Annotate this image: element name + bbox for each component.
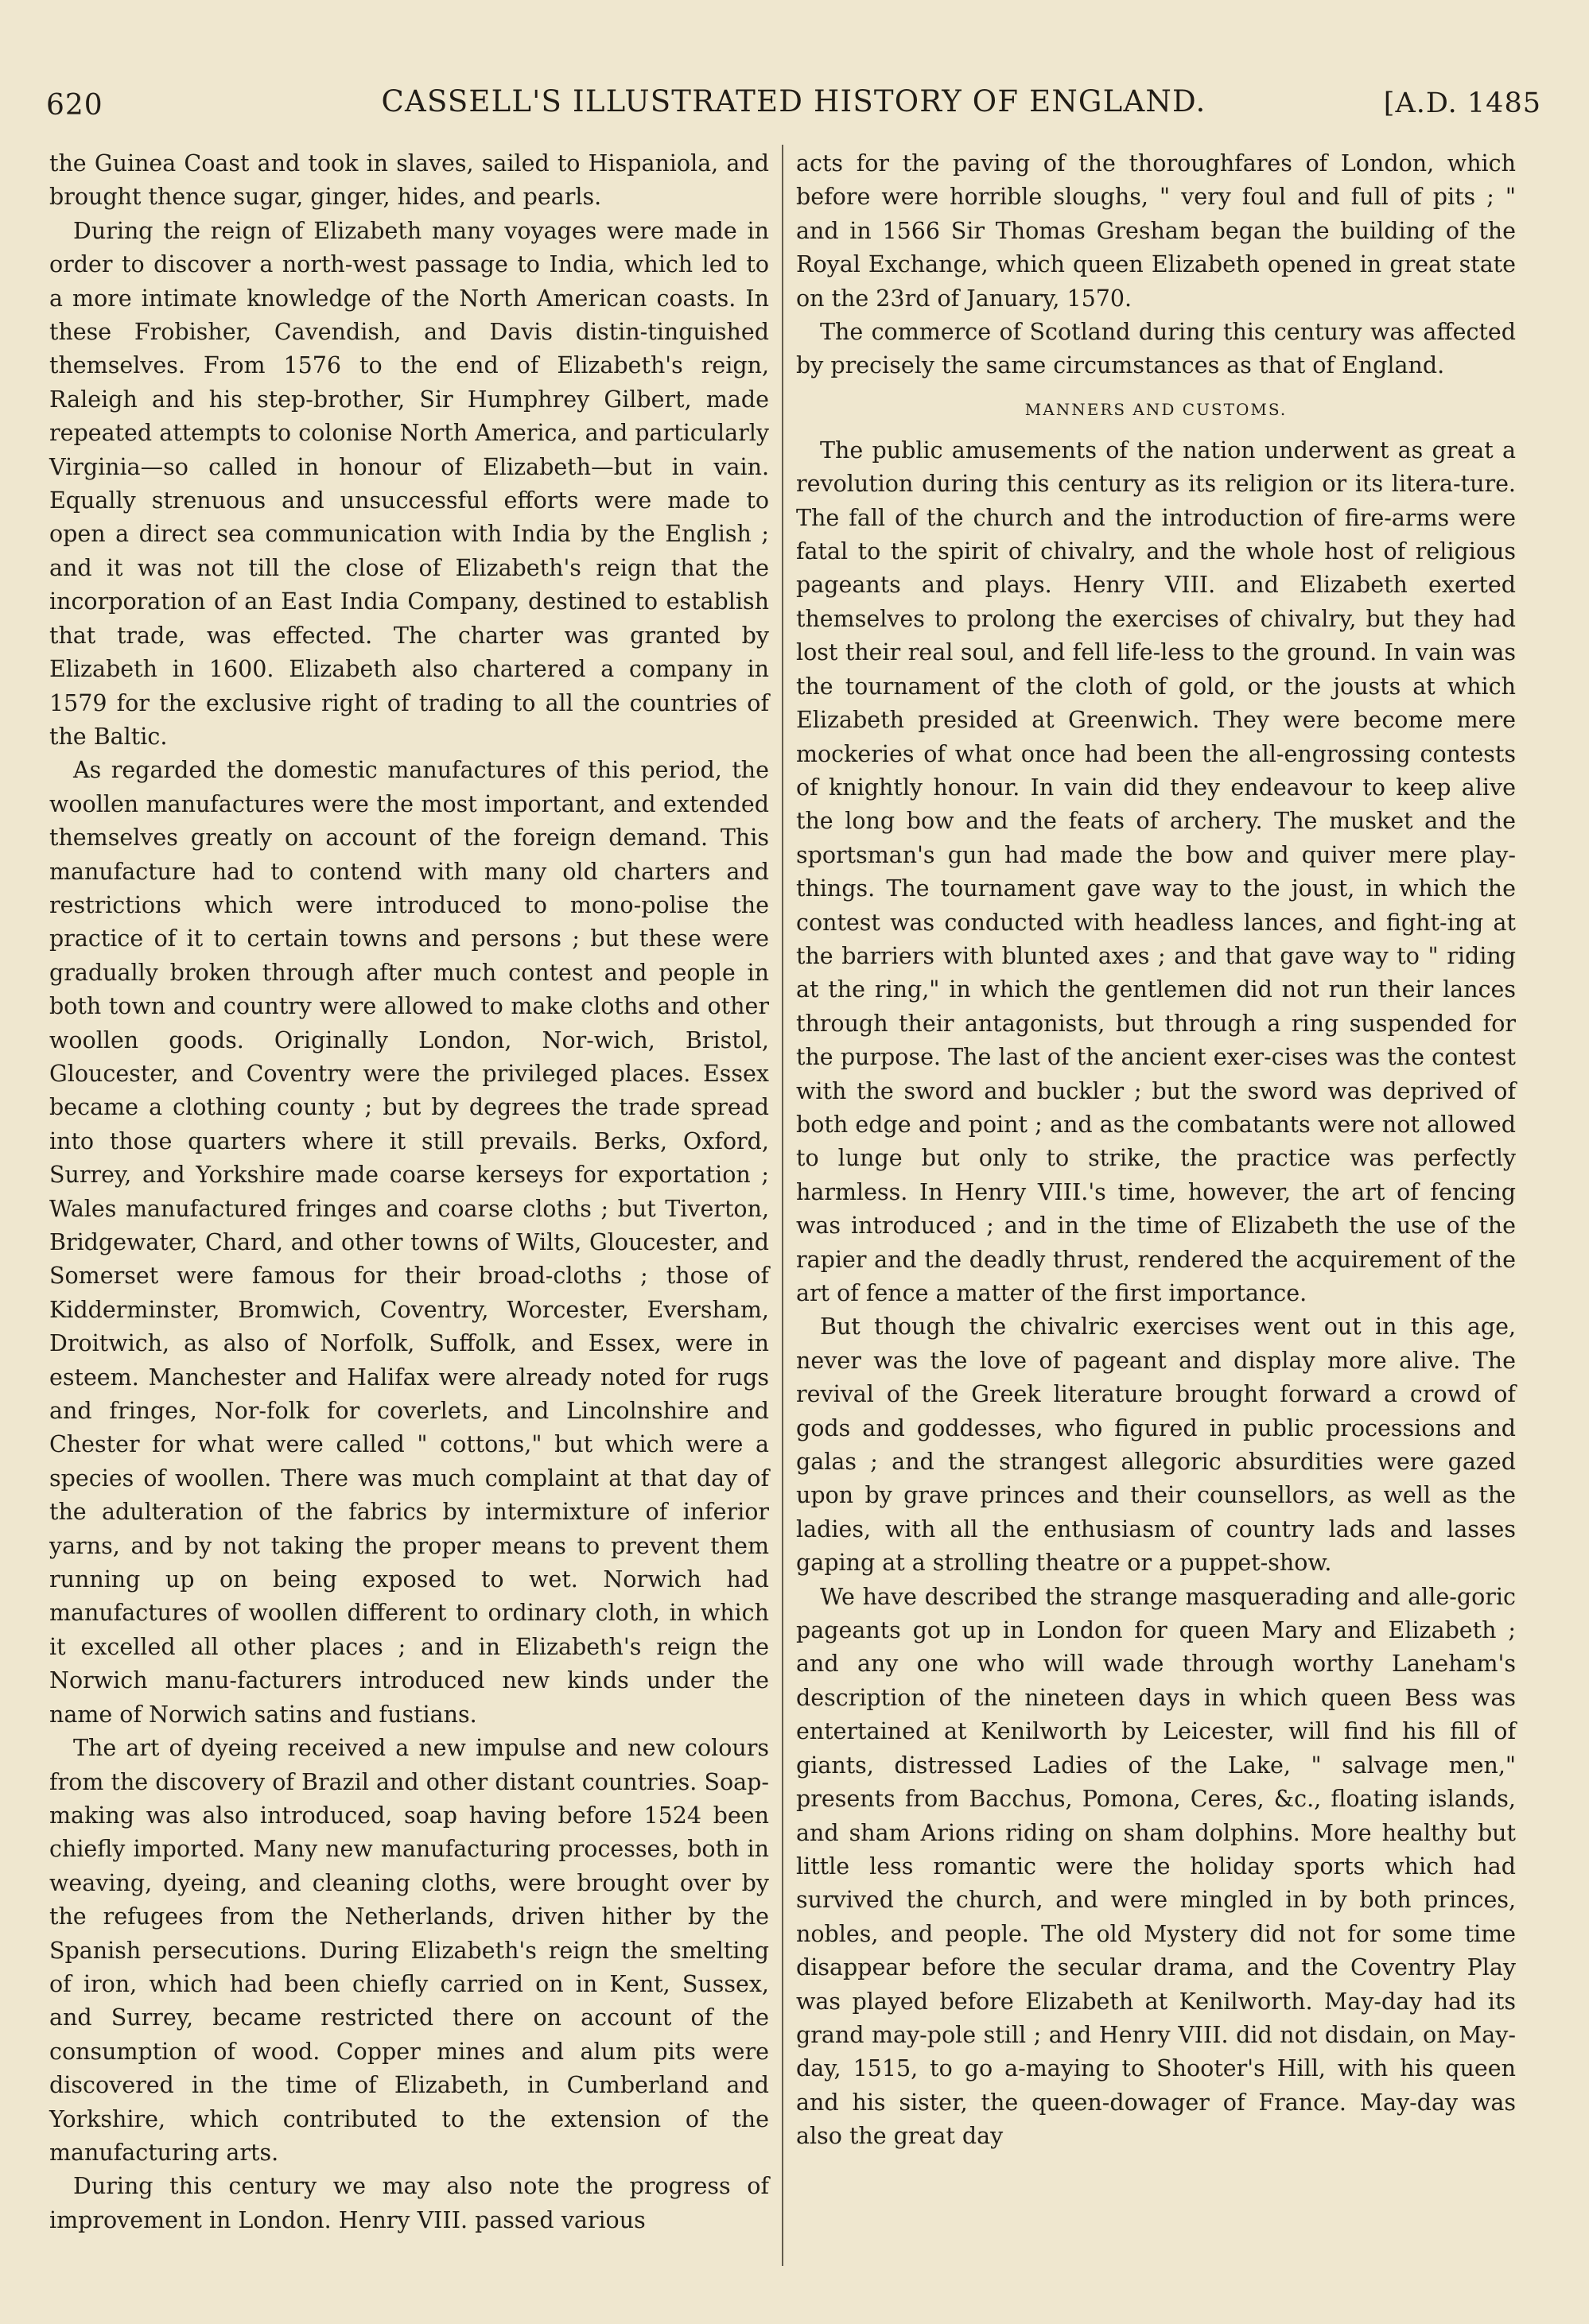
section-heading: MANNERS AND CUSTOMS. <box>1024 399 1288 419</box>
paragraph: The art of dyeing received a new impulse and new colours from the discovery of Brazil and other distant countries. Soap-making was also introduced, soap having before 1524 been chiefly imported. Many new manufacturing processes, both in weaving, dyeing, and cleaning cloths, were brought over by the refugees from the Netherlands, driven hither by the Spanish persecutions. During Elizabeth's reign the smelting of iron, which had been chiefly carried on in Kent, Sussex, and Surrey, became restricted there on account of the consumption of wood. Copper mines and alum pits were discovered in the time of Elizabeth, in Cumberland and Yorkshire, which contributed to the extension of the manufacturing arts. <box>49 1735 769 2166</box>
left-column <box>49 147 769 2237</box>
paragraph: We have described the strange masquerading and alle-goric pageants got up in London for queen Mary and Elizabeth ; and any one who will wade through worthy Laneham's description of the nineteen days in which queen Bess was entertained at Kenilworth by Leicester, will find his fill of giants, distressed Ladies of the Lake, " salvage men," presents from Bacchus, Pomona, Ceres, &c., floating islands, and sham Arions riding on sham dolphins. More healthy but little less romantic were the holiday sports which had survived the church, and were mingled in by both princes, nobles, and people. The old Mystery did not for some time disappear before the secular drama, and the Coventry Play was played before Elizabeth at Kenilworth. May-day had its grand may-pole still ; and Henry VIII. did not disdain, on May-day, 1515, to go a-maying to Shooter's Hill, with his queen and his sister, the queen-dowager of France. May-day was also the great day <box>796 1583 1516 2150</box>
paragraph: But though the chivalric exercises went out in this age, never was the love of pageant and display more alive. The revival of the Greek literature brought forward a crowd of gods and goddesses, who figured in public processions and galas ; and the strangest allegoric absurdities were gazed upon by grave princes and their counsellors, as well as the ladies, with all the enthusiasm of country lads and lasses gaping at a strolling theatre or a puppet-show. <box>796 1313 1516 1577</box>
right-column <box>796 147 1516 2154</box>
date-marker: [A.D. 1485 <box>1383 87 1541 119</box>
paragraph: the Guinea Coast and took in slaves, sailed to Hispaniola, and brought thence sugar, ginger, hides, and pearls. <box>49 150 769 211</box>
paragraph: The commerce of Scotland during this century was affected by precisely the same circumstances as that of England. <box>796 319 1516 379</box>
paragraph: acts for the paving of the thoroughfares of London, which before were horrible sloughs, " very foul and full of pits ; " and in 1566 Sir Thomas Gresham began the building of the Royal Exchange, which queen Elizabeth opened in great state on the 23rd of January, 1570. <box>796 150 1516 312</box>
running-title: CASSELL'S ILLUSTRATED HISTORY OF ENGLAND. <box>381 84 1206 118</box>
paragraph: During this century we may also note the progress of improvement in London. Henry VIII. passed various <box>49 2173 769 2233</box>
page-header <box>46 84 1541 132</box>
column-divider <box>782 145 783 2266</box>
paragraph: As regarded the domestic manufactures of this period, the woollen manufactures were the most important, and extended themselves greatly on account of the foreign demand. This manufacture had to contend with many old charters and restrictions which were introduced to mono-polise the practice of it to certain towns and persons ; but these were gradually broken through after much contest and people in both town and country were allowed to make cloths and other woollen goods. Originally London, Nor-wich, Bristol, Gloucester, and Coventry were the privileged places. Essex became a clothing county ; but by degrees the trade spread into those quarters where it still prevails. Berks, Oxford, Surrey, and Yorkshire made coarse kerseys for exportation ; Wales manufactured fringes and coarse cloths ; but Tiverton, Bridgewater, Chard, and other towns of Wilts, Gloucester, and Somerset were famous for their broad-cloths ; those of Kidderminster, Bromwich, Coventry, Worcester, Eversham, Droitwich, as also of Norfolk, Suffolk, and Essex, were in esteem. Manchester and Halifax were already noted for rugs and fringes, Nor-folk for coverlets, and Lincolnshire and Chester for what were called " cottons," but which were a species of woollen. There was much complaint at that day of the adulteration of the fabrics by intermixture of inferior yarns, and by not taking the proper means to prevent them running up on being exposed to wet. Norwich had manufactures of woollen different to ordinary cloth, in which it excelled all other places ; and in Elizabeth's reign the Norwich manu-facturers introduced new kinds under the name of Norwich satins and fustians. <box>49 757 769 1728</box>
paragraph: During the reign of Elizabeth many voyages were made in order to discover a north-west passage to India, which led to a more intimate knowledge of the North American coasts. In these Frobisher, Cavendish, and Davis distin-tinguished themselves. From 1576 to the end of Elizabeth's reign, Raleigh and his step-brother, Sir Humphrey Gilbert, made repeated attempts to colonise North America, and particularly Virginia—so called in honour of Elizabeth—but in vain. Equally strenuous and unsuccessful efforts were made to open a direct sea communication with India by the English ; and it was not till the close of Elizabeth's reign that the incorporation of an East India Company, destined to establish that trade, was effected. The charter was granted by Elizabeth in 1600. Elizabeth also chartered a company in 1579 for the exclusive right of trading to all the countries of the Baltic. <box>49 217 769 750</box>
paragraph: The public amusements of the nation underwent as great a revolution during this century as its religion or its litera-ture. The fall of the church and the introduction of fire-arms were fatal to the spirit of chivalry, and the whole host of religious pageants and plays. Henry VIII. and Elizabeth exerted themselves to prolong the exercises of chivalry, but they had lost their real soul, and fell life-less to the ground. In vain was the tournament of the cloth of gold, or the jousts at which Elizabeth presided at Greenwich. They were become mere mockeries of what once had been the all-engrossing contests of knightly honour. In vain did they endeavour to keep alive the long bow and the feats of archery. The musket and the sportsman's gun had made the bow and quiver mere play-things. The tournament gave way to the joust, in which the contest was conducted with headless lances, and fight-ing at the barriers with blunted axes ; and that gave way to " riding at the ring," in which the gentlemen did not run their lances through their antagonists, but through a ring suspended for the purpose. The last of the ancient exer-cises was the contest with the sword and buckler ; but the sword was deprived of both edge and point ; and as the combatants were not allowed to lunge but only to strike, the practice was perfectly harmless. In Henry VIII.'s time, however, the art of fencing was introduced ; and in the time of Elizabeth the use of the rapier and the deadly thrust, rendered the acquirement of the art of fence a matter of the first importance. <box>796 436 1516 1306</box>
page-number: 620 <box>46 89 103 122</box>
